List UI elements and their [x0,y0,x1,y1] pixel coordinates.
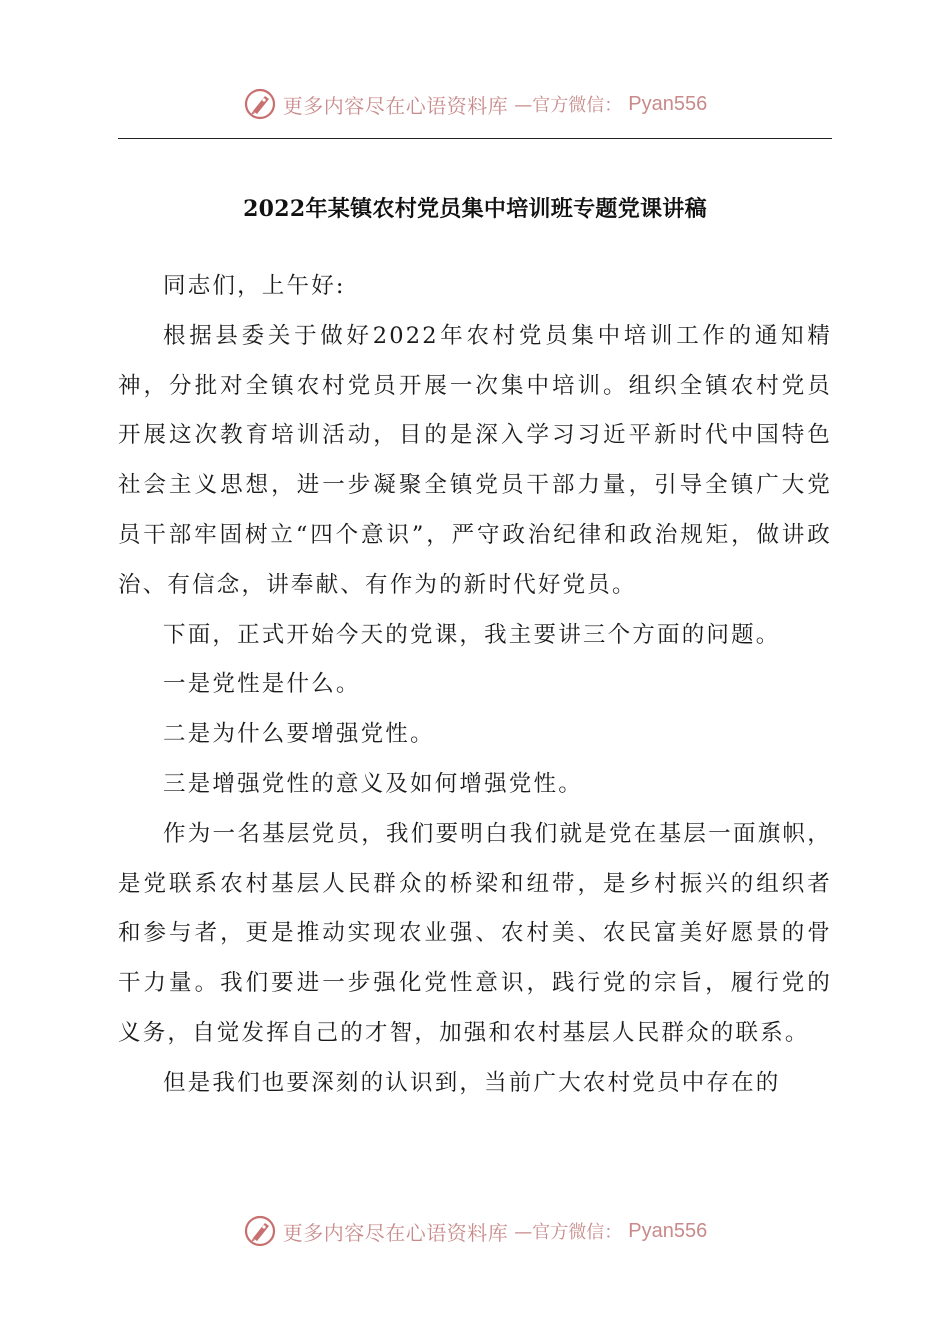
watermark-wechat-id: Pyan556 [628,1219,708,1242]
watermark-site-text: 更多内容尽在心语资料库 [282,93,509,118]
paragraph-greeting: 同志们，上午好: [163,273,346,299]
paragraph-role: 作为一名基层党员，我们要明白我们就是党在基层一面旗帜，是党联系农村基层人民群众的桥梁和纽带，是乡村振兴的组织者和参与者，更是推动实现农业强、农村美、农民富美好愿景的骨干力量。我们要进一步强化党性意识，践行党的宗旨，履行党的义务，自觉发挥自己的才智，加强和农村基层人民群众的联系。 [118,820,832,1046]
watermark-separator: —官方微信： [514,1222,623,1243]
paragraph-continued: 但是我们也要深刻的认识到，当前广大农村党员中存在的 [163,1069,781,1096]
document-body [118,262,832,1109]
header-watermark [0,82,950,126]
paragraph-outline: 下面，正式开始今天的党课，我主要讲三个方面的问题。 [163,621,781,648]
document-title: 2022年某镇农村党员集中培训班专题党课讲稿 [243,196,707,222]
header-rule [118,138,832,139]
watermark-wechat-id: Pyan556 [628,92,708,115]
watermark-site-text: 更多内容尽在心语资料库 [282,1220,509,1245]
paragraph-intro: 根据县委关于做好2022年农村党员集中培训工作的通知精神，分批对全镇农村党员开展一次集中培训。组织全镇农村党员开展这次教育培训活动，目的是深入学习习近平新时代中国特色社会主义思想，进一步凝聚全镇党员干部力量，引导全镇广大党员干部牢固树立“四个意识”，严守政治纪律和政治规矩，做讲政治、有信念，讲奉献、有作为的新时代好党员。 [118,322,832,598]
watermark-separator: —官方微信： [514,95,623,116]
pen-nib-logo-icon [243,87,277,121]
pen-nib-logo-icon [243,1214,277,1248]
paragraph-point-one: 一是党性是什么。 [163,671,361,698]
paragraph-point-three: 三是增强党性的意义及如何增强党性。 [163,770,583,797]
footer-watermark [0,1209,950,1253]
paragraph-point-two: 二是为什么要增强党性。 [163,721,435,748]
